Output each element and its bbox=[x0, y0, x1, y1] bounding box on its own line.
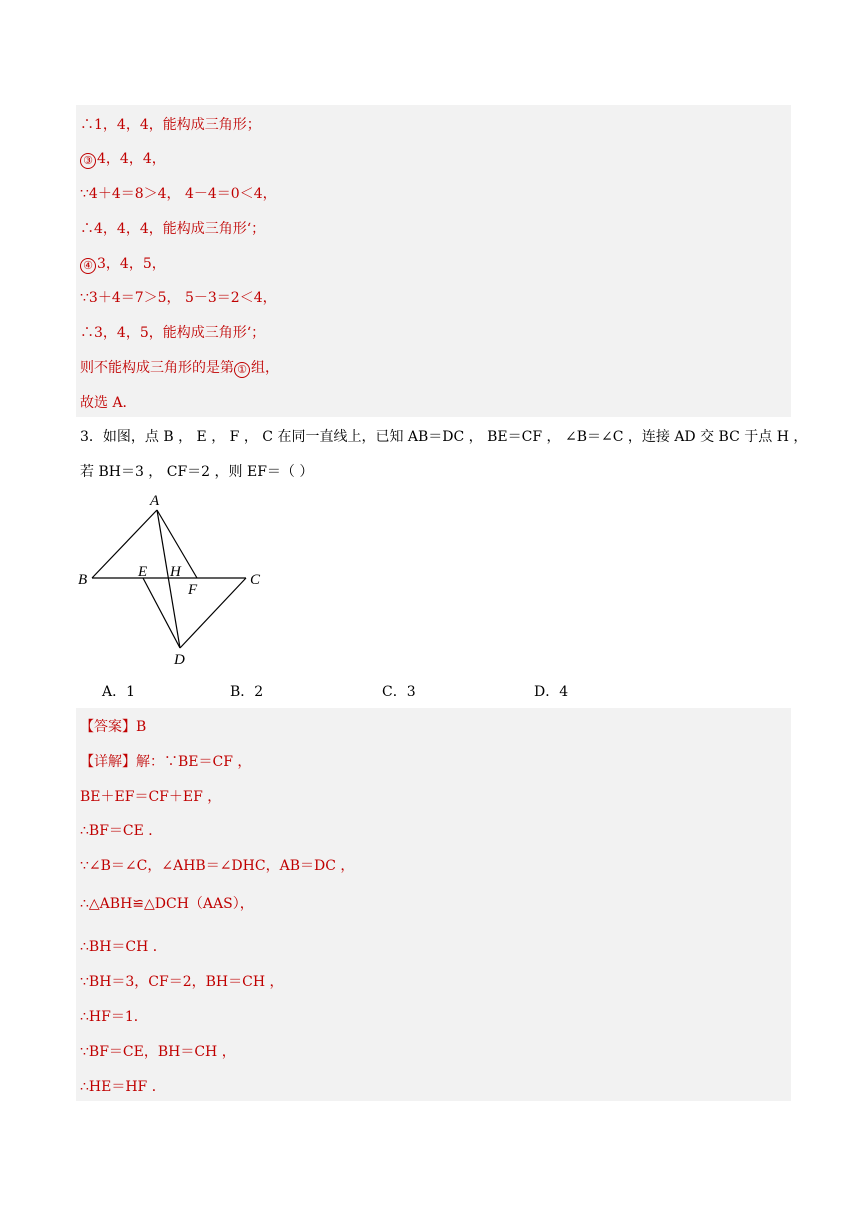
detail-line bbox=[80, 753, 251, 771]
detail-start: 解：∵BE＝CF ， bbox=[136, 754, 252, 770]
option-c[interactable]: C．3 bbox=[382, 684, 416, 700]
answer-value: B bbox=[136, 719, 147, 735]
answer-line bbox=[80, 718, 146, 736]
option-a[interactable]: A．1 bbox=[102, 684, 136, 700]
label-D: D bbox=[174, 652, 185, 668]
geometry-figure bbox=[70, 488, 280, 673]
detail-tag: 【详解】 bbox=[80, 754, 136, 770]
solution-line-7: ∴3，4，5，能构成三角形‘； bbox=[80, 325, 266, 341]
detail-step-2: ∴BF＝CE ． bbox=[80, 823, 163, 839]
question-3-line-2: 若 BH＝3 ， CF＝2 ，则 EF＝（ ） bbox=[80, 464, 314, 480]
circled-number-4: ④ bbox=[80, 258, 96, 274]
solution-line-2: ③ 4，4，4， bbox=[80, 150, 166, 169]
label-E: E bbox=[138, 564, 148, 580]
solution-line-3: ∵4＋4＝8＞4， 4－4＝0＜4， bbox=[80, 186, 277, 202]
label-F: F bbox=[188, 582, 198, 598]
detail-step-4: ∴△ABH≌△DCH（AAS）， bbox=[80, 896, 254, 912]
detail-step-7: ∴HF＝1． bbox=[80, 1009, 148, 1025]
answer-tag: 【答案】 bbox=[80, 719, 136, 735]
detail-step-6: ∵BH＝3，CF＝2，BH＝CH ， bbox=[80, 974, 284, 990]
solution-line-6: ∵3＋4＝7＞5， 5－3＝2＜4， bbox=[80, 290, 277, 306]
solution-line-5: ④ 3，4，5， bbox=[80, 255, 166, 274]
label-B: B bbox=[78, 572, 88, 588]
question-3-line-1: 3．如图，点 B ， E ， F ， C 在同一直线上，已知 AB＝DC ， BE＝CF ， ∠B＝∠C ，连接 AD 交 BC 于点 H ， bbox=[80, 429, 808, 445]
detail-step-1: BE＋EF＝CF＋EF ， bbox=[80, 789, 222, 805]
solution-line-8: 则不能构成三角形的是第 ① 组， bbox=[80, 360, 279, 376]
circled-number-3: ③ bbox=[80, 153, 96, 169]
solution-line-4: ∴4，4，4，能构成三角形‘； bbox=[80, 221, 266, 237]
segment-AB bbox=[92, 510, 157, 578]
circled-number-1: ① bbox=[234, 362, 250, 378]
detail-step-5: ∴BH＝CH ． bbox=[80, 939, 167, 955]
detail-step-9: ∴HE＝HF ． bbox=[80, 1079, 166, 1095]
solution-line-1: ∴1，4，4，能构成三角形； bbox=[80, 117, 261, 133]
option-b[interactable]: B．2 bbox=[230, 684, 264, 700]
label-C: C bbox=[250, 572, 261, 588]
label-A: A bbox=[150, 493, 160, 509]
option-d[interactable]: D．4 bbox=[534, 684, 569, 700]
detail-step-8: ∵BF＝CE，BH＝CH ， bbox=[80, 1044, 236, 1060]
solution-line-9: 故选 A． bbox=[80, 395, 137, 411]
detail-step-3: ∵∠B＝∠C，∠AHB＝∠DHC，AB＝DC ， bbox=[80, 858, 355, 874]
label-H: H bbox=[170, 564, 181, 580]
